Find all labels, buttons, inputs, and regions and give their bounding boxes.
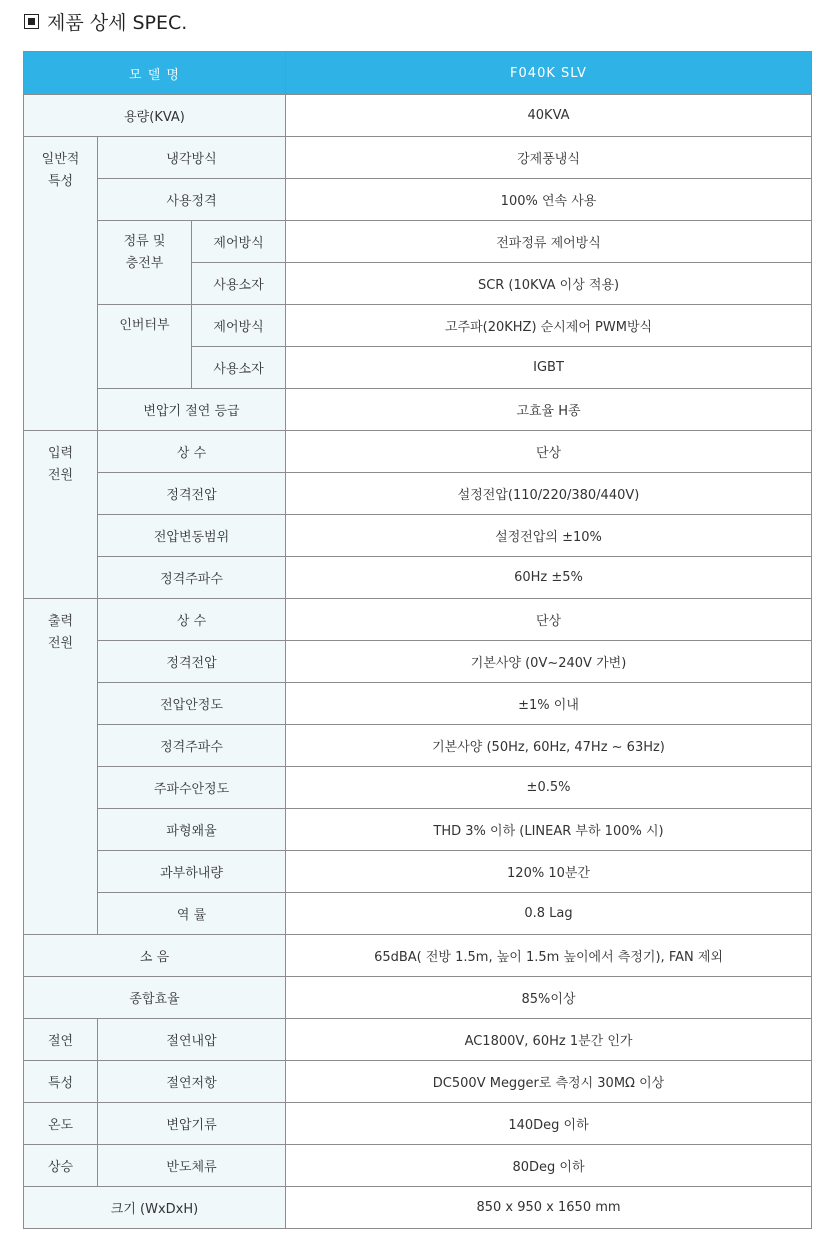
row-label: 반도체류 (98, 1145, 286, 1187)
row-value: 기본사양 (0V~240V 가변) (286, 641, 812, 683)
square-bullet-icon (24, 14, 39, 29)
row-value: THD 3% 이하 (LINEAR 부하 100% 시) (286, 809, 812, 851)
table-row (24, 1187, 812, 1229)
row-label: 정격전압 (98, 641, 286, 683)
section-heading (24, 8, 187, 35)
group-temp: 온도 (24, 1103, 98, 1145)
table-row (24, 473, 812, 515)
group-inverter: 인버터부 (98, 305, 192, 389)
table-row (24, 893, 812, 935)
row-label: 주파수안정도 (98, 767, 286, 809)
table-row (24, 851, 812, 893)
row-value: IGBT (286, 347, 812, 389)
row-value: 65dBA( 전방 1.5m, 높이 1.5m 높이에서 측정기), FAN 제외 (286, 935, 812, 977)
model-header-label: 모 델 명 (24, 52, 286, 95)
row-value: ±1% 이내 (286, 683, 812, 725)
table-row (24, 935, 812, 977)
row-label: 사용소자 (192, 347, 286, 389)
group-insulation-2: 특성 (24, 1061, 98, 1103)
row-label: 역 률 (98, 893, 286, 935)
row-label: 변압기류 (98, 1103, 286, 1145)
row-label: 정격전압 (98, 473, 286, 515)
table-row (24, 179, 812, 221)
row-label: 변압기 절연 등급 (98, 389, 286, 431)
row-value: AC1800V, 60Hz 1분간 인가 (286, 1019, 812, 1061)
table-row (24, 431, 812, 473)
group-insulation: 절연 (24, 1019, 98, 1061)
row-label: 절연저항 (98, 1061, 286, 1103)
row-label: 절연내압 (98, 1019, 286, 1061)
row-value: 단상 (286, 599, 812, 641)
table-header-row (24, 52, 812, 95)
row-label: 소 음 (24, 935, 286, 977)
row-value: 전파정류 제어방식 (286, 221, 812, 263)
row-label: 용량(KVA) (24, 95, 286, 137)
section-title: 제품 상세 SPEC. (47, 12, 188, 34)
table-row (24, 1061, 812, 1103)
row-value: SCR (10KVA 이상 적용) (286, 263, 812, 305)
table-row (24, 95, 812, 137)
table-row (24, 767, 812, 809)
row-label: 제어방식 (192, 221, 286, 263)
row-value: 140Deg 이하 (286, 1103, 812, 1145)
table-row (24, 515, 812, 557)
row-label: 크기 (WxDxH) (24, 1187, 286, 1229)
table-row (24, 1019, 812, 1061)
group-temp-2: 상승 (24, 1145, 98, 1187)
row-value: 85%이상 (286, 977, 812, 1019)
row-value: 0.8 Lag (286, 893, 812, 935)
row-value: 강제풍냉식 (286, 137, 812, 179)
table-row (24, 1145, 812, 1187)
row-label: 사용소자 (192, 263, 286, 305)
table-row (24, 725, 812, 767)
model-header-value: F040K SLV (286, 52, 812, 95)
row-label: 제어방식 (192, 305, 286, 347)
row-label: 냉각방식 (98, 137, 286, 179)
table-row (24, 137, 812, 179)
group-general: 일반적 특성 (24, 137, 98, 431)
row-value: DC500V Megger로 측정시 30MΩ 이상 (286, 1061, 812, 1103)
row-label: 정격주파수 (98, 557, 286, 599)
row-value: ±0.5% (286, 767, 812, 809)
table-row (24, 641, 812, 683)
spec-table (23, 51, 812, 1229)
row-label: 상 수 (98, 599, 286, 641)
row-value: 40KVA (286, 95, 812, 137)
table-row (24, 305, 812, 347)
row-label: 상 수 (98, 431, 286, 473)
row-label: 정격주파수 (98, 725, 286, 767)
row-label: 전압변동범위 (98, 515, 286, 557)
row-value: 고효율 H종 (286, 389, 812, 431)
table-row (24, 389, 812, 431)
row-label: 과부하내량 (98, 851, 286, 893)
row-value: 100% 연속 사용 (286, 179, 812, 221)
row-label: 전압안정도 (98, 683, 286, 725)
row-value: 설정전압의 ±10% (286, 515, 812, 557)
row-value: 기본사양 (50Hz, 60Hz, 47Hz ~ 63Hz) (286, 725, 812, 767)
row-value: 60Hz ±5% (286, 557, 812, 599)
table-row (24, 683, 812, 725)
table-row (24, 1103, 812, 1145)
row-value: 고주파(20KHZ) 순시제어 PWM방식 (286, 305, 812, 347)
group-input: 입력 전원 (24, 431, 98, 599)
row-value: 120% 10분간 (286, 851, 812, 893)
table-row (24, 599, 812, 641)
table-row (24, 221, 812, 263)
row-value: 설정전압(110/220/380/440V) (286, 473, 812, 515)
group-rectifier: 정류 및 충전부 (98, 221, 192, 305)
group-output: 출력 전원 (24, 599, 98, 935)
table-row (24, 977, 812, 1019)
row-label: 종합효율 (24, 977, 286, 1019)
row-value: 80Deg 이하 (286, 1145, 812, 1187)
row-label: 파형왜율 (98, 809, 286, 851)
row-label: 사용정격 (98, 179, 286, 221)
table-row (24, 809, 812, 851)
row-value: 단상 (286, 431, 812, 473)
row-value: 850 x 950 x 1650 mm (286, 1187, 812, 1229)
table-row (24, 557, 812, 599)
